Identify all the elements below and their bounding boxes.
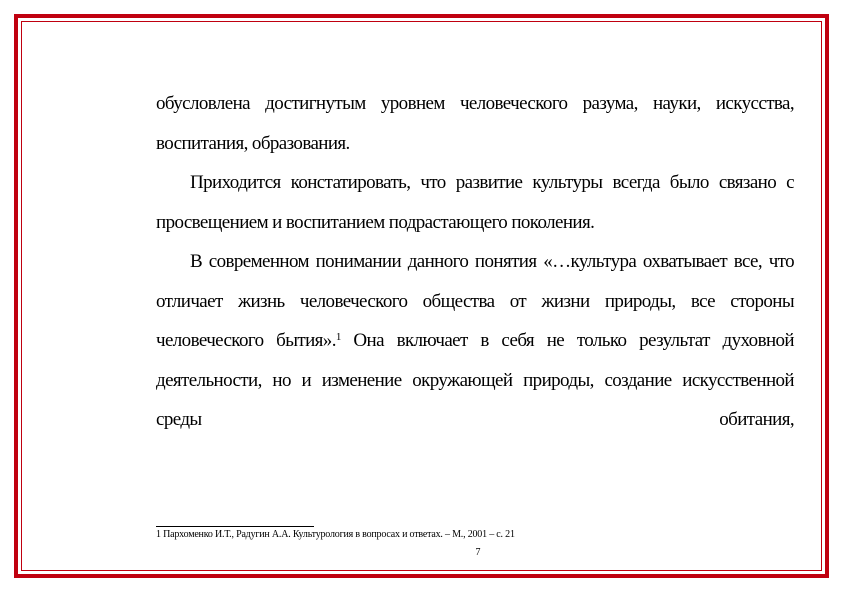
paragraph-3-text-after-ref: Она включает в себя не только результат духовной деятельности, но и изменение окружающей природы, создание искусственной среды обитания, xyxy=(156,330,794,430)
paragraph-2-text: Приходится констатировать, что развитие культуры всегда было связано с просвещением и воспитанием подрастающего поколения. xyxy=(156,172,794,233)
paragraph xyxy=(156,242,794,440)
page-number: 7 xyxy=(475,547,481,558)
footnote-separator xyxy=(156,526,314,527)
footnote: 1 Пархоменко И.Т., Радугин А.А. Культурология в вопросах и ответах. – М., 2001 – с. 21 xyxy=(156,529,515,540)
footnote-reference[interactable]: 1 xyxy=(335,331,341,343)
paragraph xyxy=(156,163,794,242)
paragraph-continued xyxy=(156,84,794,163)
paragraph-1-text: обусловлена достигнутым уровнем человеческого разума, науки, искусства, воспитания, образования. xyxy=(156,93,794,154)
paragraph-3-text-before-ref: В современном понимании данного понятия «…культура охватывает все, что отличает жизнь человеческого общества от жизни природы, все стороны человеческого бытия». xyxy=(156,251,794,351)
body-text xyxy=(156,84,794,440)
